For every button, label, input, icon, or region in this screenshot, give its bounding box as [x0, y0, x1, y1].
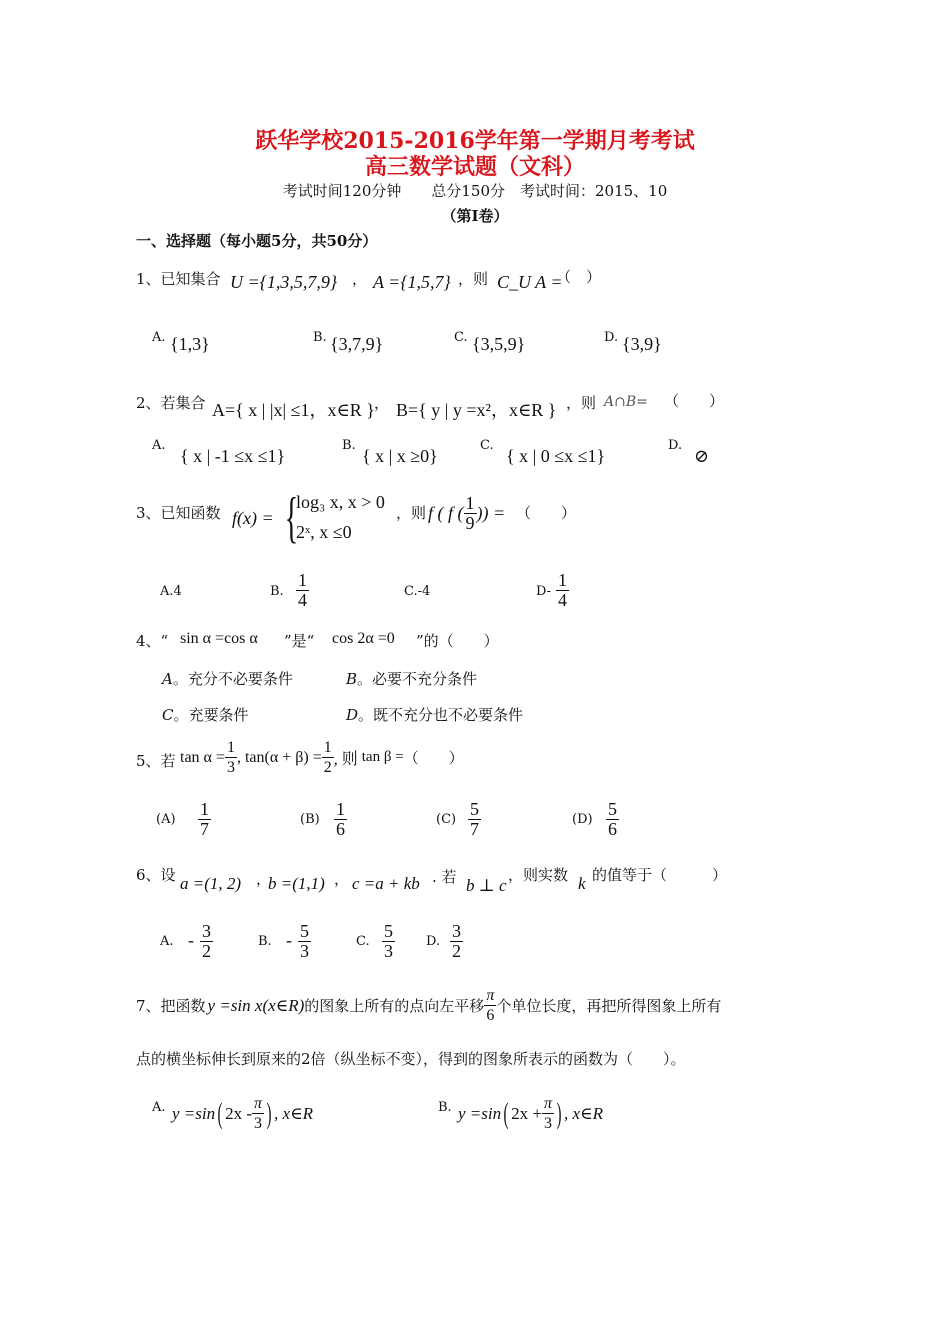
- q3-option-b-frac: [296, 571, 309, 610]
- q7-option-b-rparen: ): [556, 1096, 562, 1130]
- q7-option-a-inner: 2x -: [225, 1103, 253, 1123]
- q3-option-d-num: 1: [558, 570, 567, 590]
- q7-option-b-post: , x∈R: [563, 1103, 603, 1123]
- q3-option-c-label: C.: [404, 584, 418, 599]
- q3-fraction: [464, 494, 477, 533]
- q7-option-a-lparen: (: [217, 1096, 223, 1130]
- q5-option-c-den: 7: [470, 819, 479, 839]
- q4-option-d-label: D: [346, 706, 359, 724]
- q5-option-a-frac: [198, 800, 211, 839]
- q2-stem: 2、若集合: [136, 394, 206, 412]
- q1-then: ，则: [458, 270, 489, 288]
- q5-part-3: , 则: [333, 751, 358, 768]
- q5-stem: 5、若: [136, 752, 176, 770]
- q7-line-2: 点的横坐标伸长到原来的2倍（纵坐标不变），得到的图象所表示的函数为（ ）。: [136, 1050, 686, 1068]
- q7-option-b-frac: [542, 1094, 554, 1133]
- q7-shift-den: 6: [486, 1007, 495, 1024]
- q5-expr: [180, 738, 464, 777]
- q6-option-b-den: 3: [300, 941, 309, 961]
- q6-sep-3: . 若: [432, 868, 457, 886]
- q6-option-a-den: 2: [202, 941, 211, 961]
- q1-option-d-label: D.: [604, 330, 619, 345]
- q6-option-d-frac: [450, 922, 463, 961]
- section-heading: 一、选择题（每小题5分，共50分）: [136, 232, 378, 250]
- q6-option-b-frac: [298, 922, 311, 961]
- q4-option-b-value: 。必要不充分条件: [357, 670, 478, 688]
- q6-sep-2: ，: [334, 870, 350, 888]
- q4-cond-1: sin α =cos α: [180, 630, 258, 647]
- q2-option-b-label: B.: [342, 438, 356, 453]
- q5-option-c-num: 5: [470, 799, 479, 819]
- q6-option-c-den: 3: [384, 941, 393, 961]
- q7-option-a-label: A.: [152, 1100, 166, 1115]
- q3-expr-post: )) =: [476, 503, 506, 523]
- q5-option-d-label: (D): [572, 812, 593, 827]
- q6-option-a-sign: -: [188, 930, 194, 950]
- exam-info: 考试时间120分钟 总分150分 考试时间：2015、10: [282, 182, 668, 200]
- q6-option-c-num: 5: [384, 921, 393, 941]
- exam-title: 跃华学校2015-2016学年第一学期月考考试: [255, 128, 695, 154]
- q7-option-b-den: 3: [543, 1115, 552, 1132]
- q4-cond-2: cos 2α =0: [332, 630, 395, 647]
- q7-option-a-den: 3: [254, 1115, 263, 1132]
- q6-option-b-sign: -: [286, 930, 292, 950]
- q5-option-c-frac: [468, 800, 481, 839]
- q4-option-b-label: B: [346, 670, 358, 688]
- q3-option-a: [160, 584, 182, 599]
- q2-option-a-label: A.: [152, 438, 166, 453]
- q3-case-1: log₃ x, x > 0: [296, 492, 385, 512]
- q6-vector-c: c =a + kb: [352, 874, 420, 893]
- q3-fx: f(x) =: [232, 508, 274, 528]
- q1-option-c-label: C.: [454, 330, 468, 345]
- q4-mid: ”是“: [284, 632, 315, 650]
- q6-option-a-frac: [200, 922, 213, 961]
- q3-option-c: [404, 584, 430, 599]
- q6-vector-a: a =(1, 2): [180, 874, 242, 893]
- q5-option-a-num: 1: [200, 799, 209, 819]
- q5-option-b-num: 1: [336, 799, 345, 819]
- q2-option-c: { x | 0 ≤x ≤1}: [506, 446, 606, 466]
- q5-option-a-den: 7: [200, 819, 209, 839]
- q7-rest: 个单位长度，再把所得图象上所有: [496, 997, 722, 1015]
- q1-u-set: U ={1,3,5,7,9}: [230, 272, 338, 292]
- q1-option-a-label: A.: [152, 330, 166, 345]
- q2-option-d-label: D.: [668, 438, 683, 453]
- volume-label: （第Ⅰ卷）: [441, 207, 509, 225]
- q2-then: ，则: [566, 394, 597, 412]
- q7-option-b-num: π: [543, 1095, 552, 1112]
- q6-sep-4: ，则实数: [508, 866, 569, 884]
- q3-option-c-value: -4: [417, 584, 431, 599]
- q2-option-c-label: C.: [480, 438, 494, 453]
- q7-option-a-rparen: ): [266, 1096, 272, 1130]
- q3-option-d-den: 4: [558, 590, 567, 610]
- q4-option-a: [162, 668, 293, 689]
- q3-frac-num: 1: [465, 493, 475, 513]
- q4-option-a-label: A: [162, 670, 173, 688]
- q5-option-d-frac: [606, 800, 619, 839]
- q7-function: y =sin x: [207, 995, 263, 1015]
- q7-shift-frac: [484, 986, 496, 1025]
- q1-stem: 1、已知集合: [136, 270, 221, 288]
- q1-answer-paren: （ ）: [556, 268, 602, 286]
- q2-option-b: { x | x ≥0}: [362, 446, 438, 466]
- q7-option-a-num: π: [254, 1095, 263, 1112]
- q7-option-a-frac: [252, 1094, 264, 1133]
- q7-option-b-inner: 2x +: [511, 1103, 542, 1123]
- q4-option-a-value: 。充分不必要条件: [172, 670, 293, 688]
- q5-option-a-label: (A): [156, 812, 176, 827]
- q4-option-c: [162, 704, 249, 725]
- q2-option-d: ⊘: [694, 446, 710, 466]
- q6-condition: b ⊥ c: [466, 876, 507, 895]
- q5-option-d-num: 5: [608, 799, 617, 819]
- q3-option-b-label: B.: [270, 584, 284, 599]
- q1-option-c: {3,5,9}: [472, 334, 526, 354]
- q6-option-b-num: 5: [300, 921, 309, 941]
- q7-mid: 的图象上所有的点向左平移: [304, 997, 485, 1015]
- q5-frac-1-den: 3: [226, 759, 235, 776]
- q1-expr: C_U A =: [497, 272, 563, 292]
- q3-option-d-frac: [556, 571, 569, 610]
- q1-option-b-label: B.: [313, 330, 327, 345]
- q6-option-d-den: 2: [452, 941, 461, 961]
- q5-option-b-frac: [334, 800, 347, 839]
- q7-option-a-post: , x∈R: [274, 1103, 314, 1123]
- q5-frac-1: [225, 738, 237, 777]
- q4-stem: 4、“: [136, 632, 169, 650]
- q3-then: ，则: [396, 504, 427, 522]
- q6-end: 的值等于（ ）: [592, 866, 728, 884]
- q7-option-b-label: B.: [438, 1100, 452, 1115]
- q1-option-d: {3,9}: [622, 334, 662, 354]
- q6-option-a-num: 3: [202, 921, 211, 941]
- q6-option-c-frac: [382, 922, 395, 961]
- q2-sep: ，: [374, 394, 390, 412]
- q6-option-d-label: D.: [426, 934, 441, 949]
- q7-shift-num: π: [486, 987, 495, 1004]
- q3-option-b-den: 4: [298, 590, 307, 610]
- q4-option-d-value: 。既不充分也不必要条件: [358, 706, 524, 724]
- q3-option-b-num: 1: [298, 570, 307, 590]
- q7-option-a: [172, 1094, 313, 1133]
- q3-frac-den: 9: [465, 513, 475, 533]
- q5-part-1: tan α =: [180, 748, 225, 766]
- q6-sep-1: ，: [256, 870, 272, 888]
- q7-stem: 7、把函数: [136, 997, 206, 1015]
- q6-option-d-num: 3: [452, 921, 461, 941]
- q6-option-b-label: B.: [258, 934, 272, 949]
- q4-option-d: [346, 704, 523, 725]
- q4-option-c-value: 。充要条件: [173, 706, 249, 724]
- q3-case-brace: {: [284, 487, 299, 549]
- q1-option-a: {1,3}: [170, 334, 210, 354]
- q4-end: ”的（ ）: [416, 632, 499, 650]
- q3-expr: [428, 494, 505, 533]
- q7-domain: (x∈R): [262, 995, 305, 1015]
- q1-option-b: {3,7,9}: [330, 334, 384, 354]
- q5-option-d-den: 6: [608, 819, 617, 839]
- q2-a-def: A={ x | |x| ≤1，x∈R }: [212, 400, 375, 420]
- q2-b-def: B={ y | y =x²，x∈R }: [396, 400, 557, 420]
- q5-answer-paren: （ ）: [403, 749, 464, 767]
- q5-frac-2-num: 1: [323, 739, 332, 756]
- q3-expr-pre: f ( f (: [428, 503, 464, 523]
- q5-frac-1-num: 1: [226, 739, 235, 756]
- q7-option-a-pre: y =sin: [172, 1103, 216, 1123]
- q6-k: k: [578, 874, 586, 893]
- q6-option-c-label: C.: [356, 934, 370, 949]
- q5-option-b-label: (B): [300, 812, 320, 827]
- q3-case-2: 2ˣ, x ≤0: [296, 522, 352, 542]
- q7-option-b-pre: y =sin: [458, 1103, 502, 1123]
- q1-a-set: A ={1,5,7}: [373, 272, 451, 292]
- q6-vector-b: b =(1,1): [268, 874, 325, 893]
- q2-answer-paren: （ ）: [664, 392, 725, 410]
- q3-option-d-label: D-: [536, 584, 552, 599]
- q2-option-a: { x | -1 ≤x ≤1}: [180, 446, 286, 466]
- q2-expr: A∩B=: [604, 394, 648, 410]
- q3-option-a-value: 4: [173, 584, 182, 599]
- q5-part-4: tan β =: [361, 749, 404, 765]
- q5-frac-2-den: 2: [323, 759, 332, 776]
- q5-part-2: , tan(α + β) =: [236, 748, 322, 766]
- q7-option-b: [458, 1094, 603, 1133]
- q4-option-b: [346, 668, 477, 689]
- q5-option-b-den: 6: [336, 819, 345, 839]
- q5-option-c-label: (C): [436, 812, 457, 827]
- q1-sep: ，: [352, 270, 368, 288]
- q6-stem: 6、设: [136, 866, 176, 884]
- q6-option-a-label: A.: [160, 934, 174, 949]
- q7-option-b-lparen: (: [503, 1096, 509, 1130]
- q3-stem: 3、已知函数: [136, 504, 221, 522]
- q3-option-a-label: A.: [160, 584, 174, 599]
- q3-answer-paren: （ ）: [516, 504, 577, 522]
- exam-subtitle: 高三数学试题（文科）: [364, 154, 585, 180]
- q4-option-c-label: C: [162, 706, 174, 724]
- q7-line-1: [136, 986, 721, 1025]
- q5-frac-2: [322, 738, 334, 777]
